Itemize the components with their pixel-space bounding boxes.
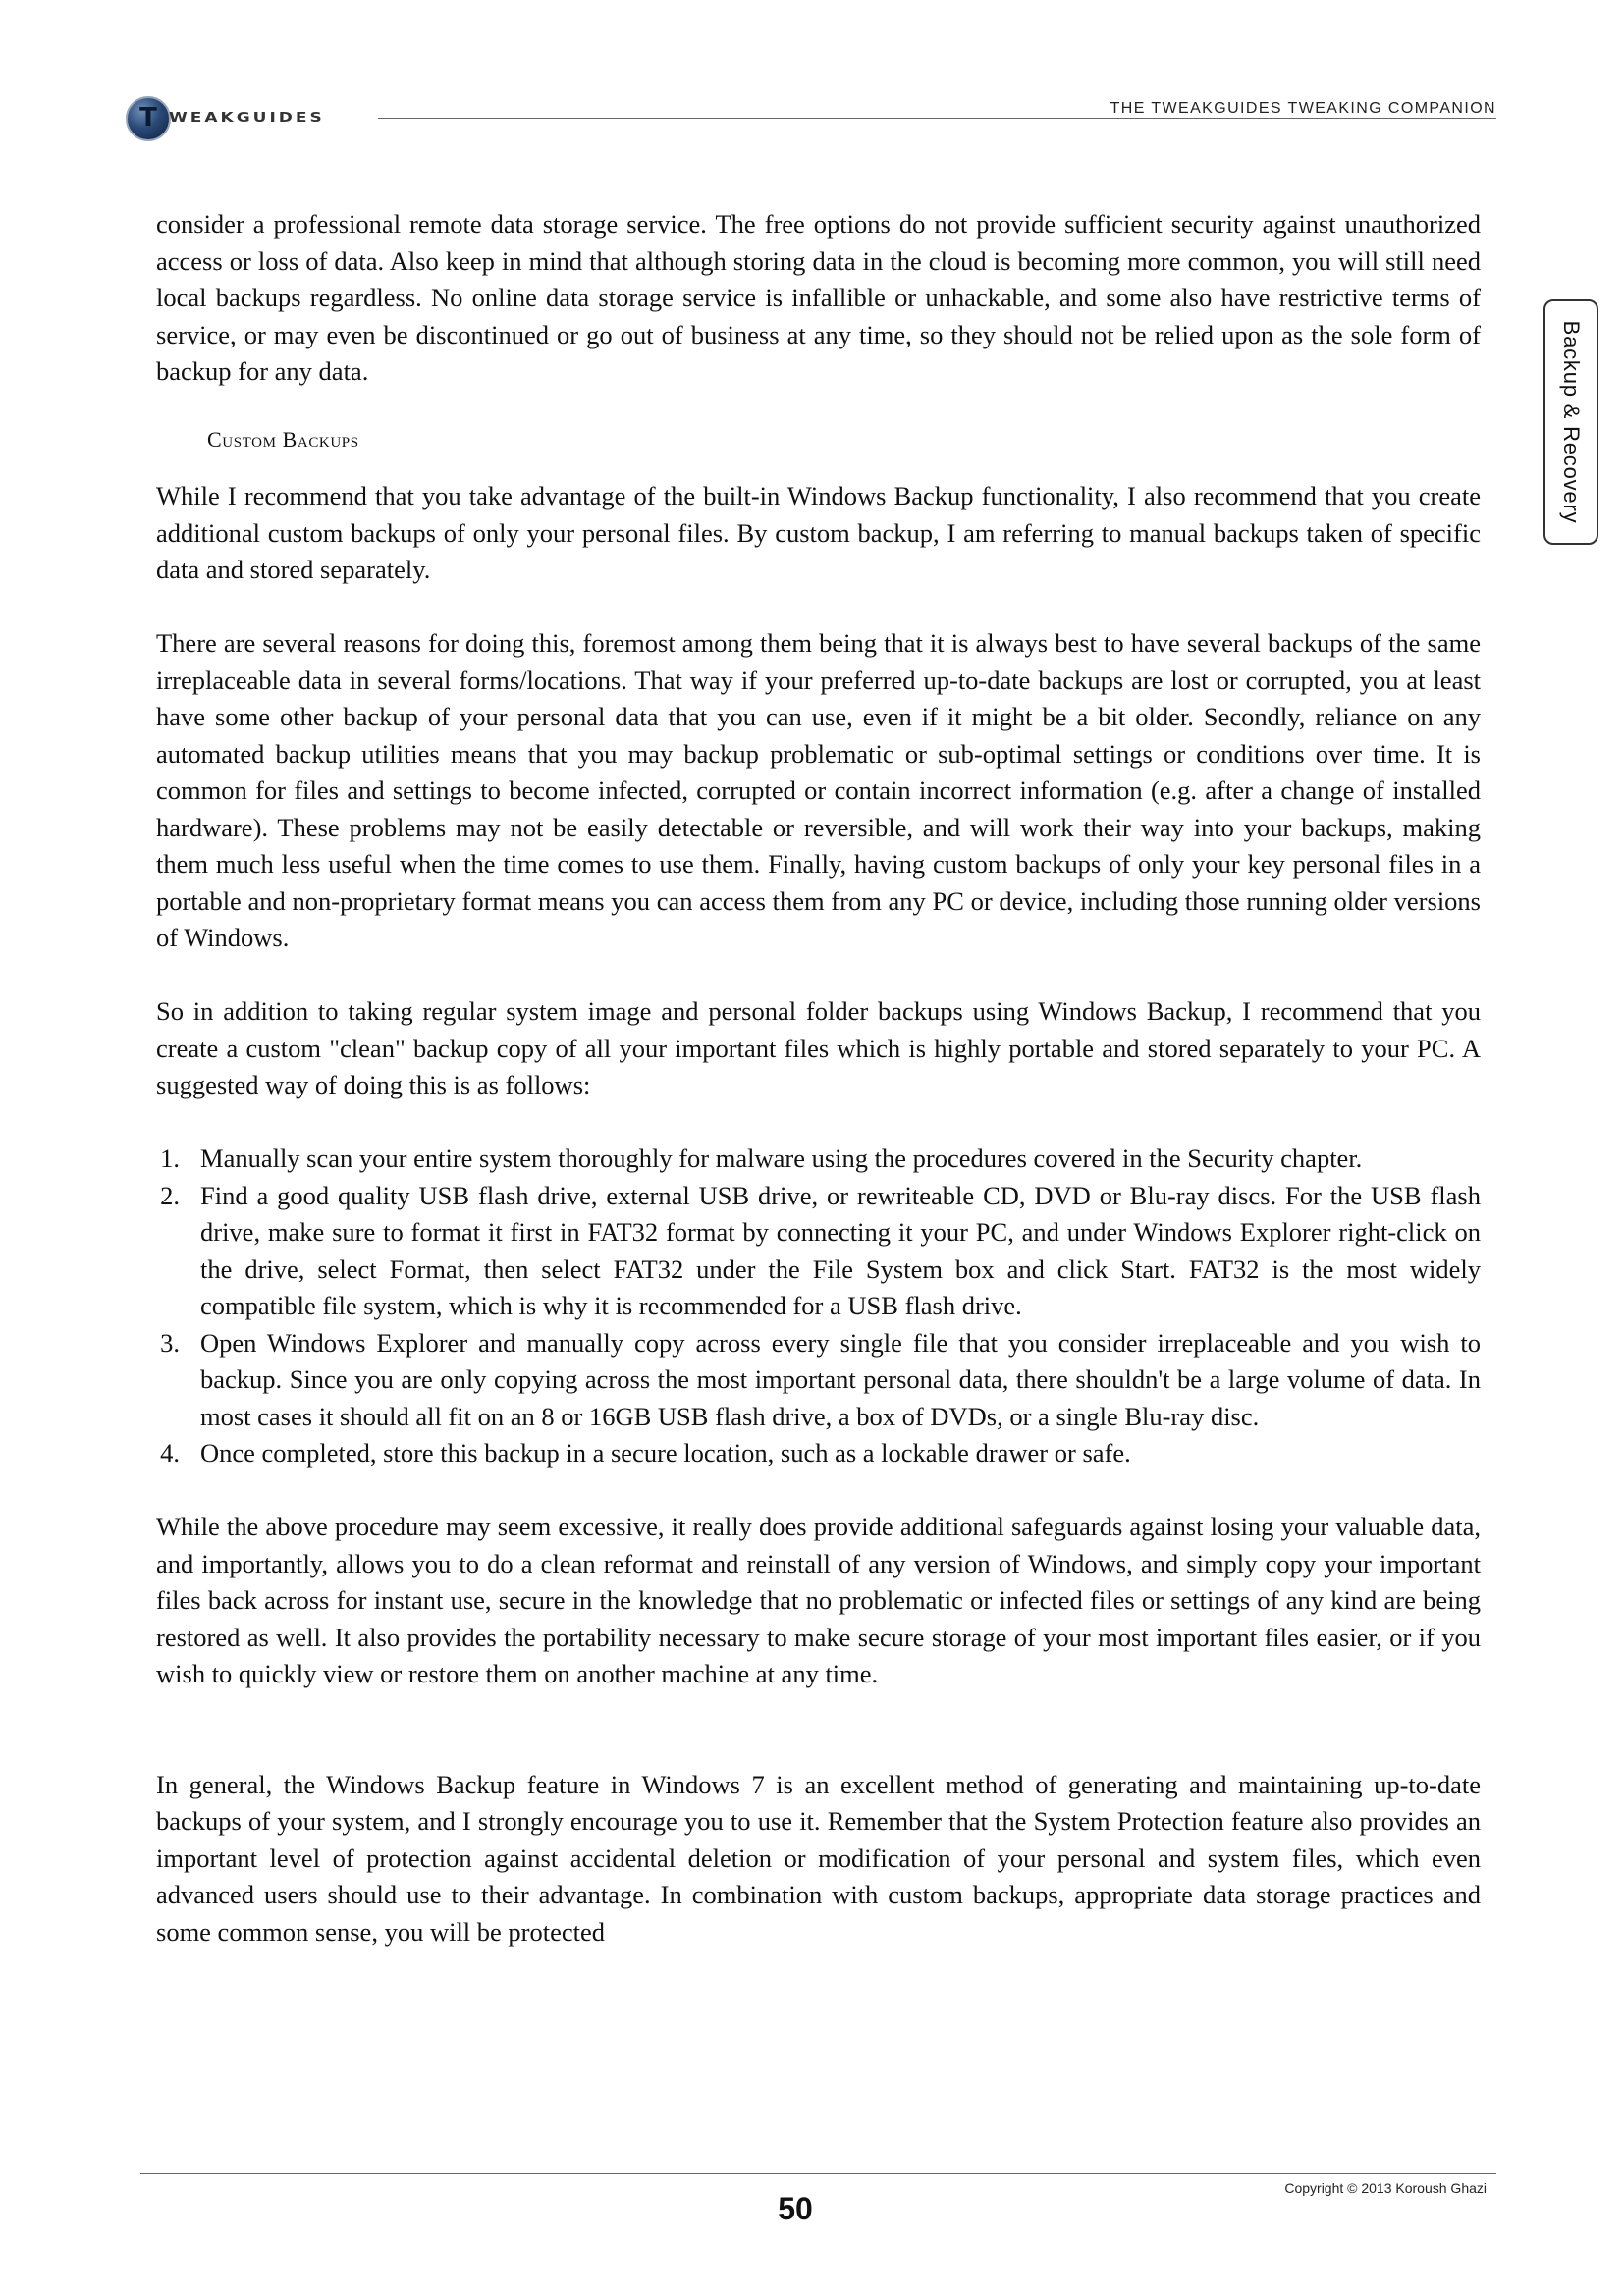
footer-rule [140, 2173, 1496, 2174]
side-tab-label: Backup & Recovery [1559, 320, 1584, 524]
list-item-number: 1. [160, 1144, 180, 1173]
list-item [156, 1141, 1481, 1178]
tweakguides-logo [126, 96, 361, 145]
list-item-number: 4. [160, 1438, 180, 1468]
page-content [156, 206, 1481, 1950]
header-rule [378, 118, 1496, 119]
paragraph-custom-backups-intro: While I recommend that you take advantage of the built-in Windows Backup functionality, I also recommend that you create additional custom backups of only your personal files. By custom backup, I am referring to manual backups taken of specific data and stored separately. [156, 481, 1481, 584]
logo-letter: T [139, 103, 157, 133]
header-title: THE TWEAKGUIDES TWEAKING COMPANION [1110, 100, 1496, 117]
procedure-list [156, 1141, 1481, 1472]
list-item [156, 1178, 1481, 1325]
list-item-text: Once completed, store this backup in a secure location, such as a lockable drawer or safe. [200, 1438, 1131, 1468]
paragraph-conclusion: In general, the Windows Backup feature in Windows 7 is an excellent method of generating and maintaining up-to-date backups of your system, and I strongly encourage you to use it. Remember that the System Protection feature also provides an important level of protection against accidental deletion or modification of your personal and system files, which even advanced users should use to their advantage. In combination with custom backups, appropriate data storage practices and some common sense, you will be protected [156, 1769, 1481, 1947]
list-item-text: Find a good quality USB flash drive, external USB drive, or rewriteable CD, DVD or Blu-ray discs. For the USB flash drive, make sure to format it first in FAT32 format by connecting it your PC, and under Windows Explorer right-click on the drive, select Format, then select FAT32 under the File System box and click Start. FAT32 is the most widely compatible file system, which is why it is recommended for a USB flash drive. [200, 1180, 1481, 1320]
section-spacer [156, 1730, 1481, 1767]
list-item [156, 1325, 1481, 1436]
copyright-notice: Copyright © 2013 Koroush Ghazi [1284, 2180, 1487, 2196]
globe-logo-icon [126, 96, 171, 141]
page-header [0, 0, 1624, 147]
section-side-tab [1543, 299, 1598, 545]
paragraph-remote-storage: consider a professional remote data storage service. The free options do not provide sufficient security against unauthorized access or loss of data. Also keep in mind that although storing data in the cloud is becoming more common, you will still need local backups regardless. No online data storage service is infallible or unhackable, and some also have restrictive terms of service, or may even be discontinued or go out of business at any time, so they should not be relied upon as the sole form of backup for any data. [156, 209, 1481, 386]
list-item [156, 1435, 1481, 1472]
list-item-text: Open Windows Explorer and manually copy across every single file that you consider irreplaceable and you wish to backup. Since you are only copying across the most important personal data, there shouldn't be a large volume of data. In most cases it should all fit on an 8 or 16GB USB flash drive, a box of DVDs, or a single Blu-ray disc. [200, 1327, 1481, 1431]
paragraph-reasons: There are several reasons for doing this, foremost among them being that it is always best to have several backups of the same irreplaceable data in several forms/locations. That way if your preferred up-to-date backups are lost or corrupted, you at least have some other backup of your personal data that you can use, even if it might be a bit older. Secondly, reliance on any automated backup utilities means that you may backup problematic or sub-optimal settings or conditions over time. It is common for files and settings to become infected, corrupted or contain incorrect information (e.g. after a change of installed hardware). These problems may not be easily detectable or reversible, and will work their way into your backups, making them much less useful when the time comes to use them. Finally, having custom backups of only your key personal files in a portable and non-proprietary format means you can access them from any PC or device, including those running older versions of Windows. [156, 628, 1481, 952]
paragraph-suggested-way: So in addition to taking regular system image and personal folder backups using Windows Backup, I recommend that you create a custom "clean" backup copy of all your important files which is highly portable and stored separately to your PC. A suggested way of doing this is as follows: [156, 996, 1481, 1099]
section-heading: Custom Backups [207, 427, 359, 452]
paragraph-safeguards: While the above procedure may seem excessive, it really does provide additional safeguards against losing your valuable data, and importantly, allows you to do a clean reformat and reinstall of any version of Windows, and simply copy your important files back across for instant use, secure in the knowledge that no problematic or infected files or settings of any kind are being restored as well. It also provides the portability necessary to make secure storage of your most important files easier, or if you wish to quickly view or restore them on another machine at any time. [156, 1512, 1481, 1688]
list-item-text: Manually scan your entire system thoroughly for malware using the procedures covered in the Security chapter. [200, 1144, 1363, 1173]
list-item-number: 2. [160, 1180, 180, 1210]
logo-wordmark: WEAKGUIDES [169, 110, 325, 126]
page-number: 50 [778, 2191, 813, 2226]
list-item-number: 3. [160, 1327, 180, 1358]
